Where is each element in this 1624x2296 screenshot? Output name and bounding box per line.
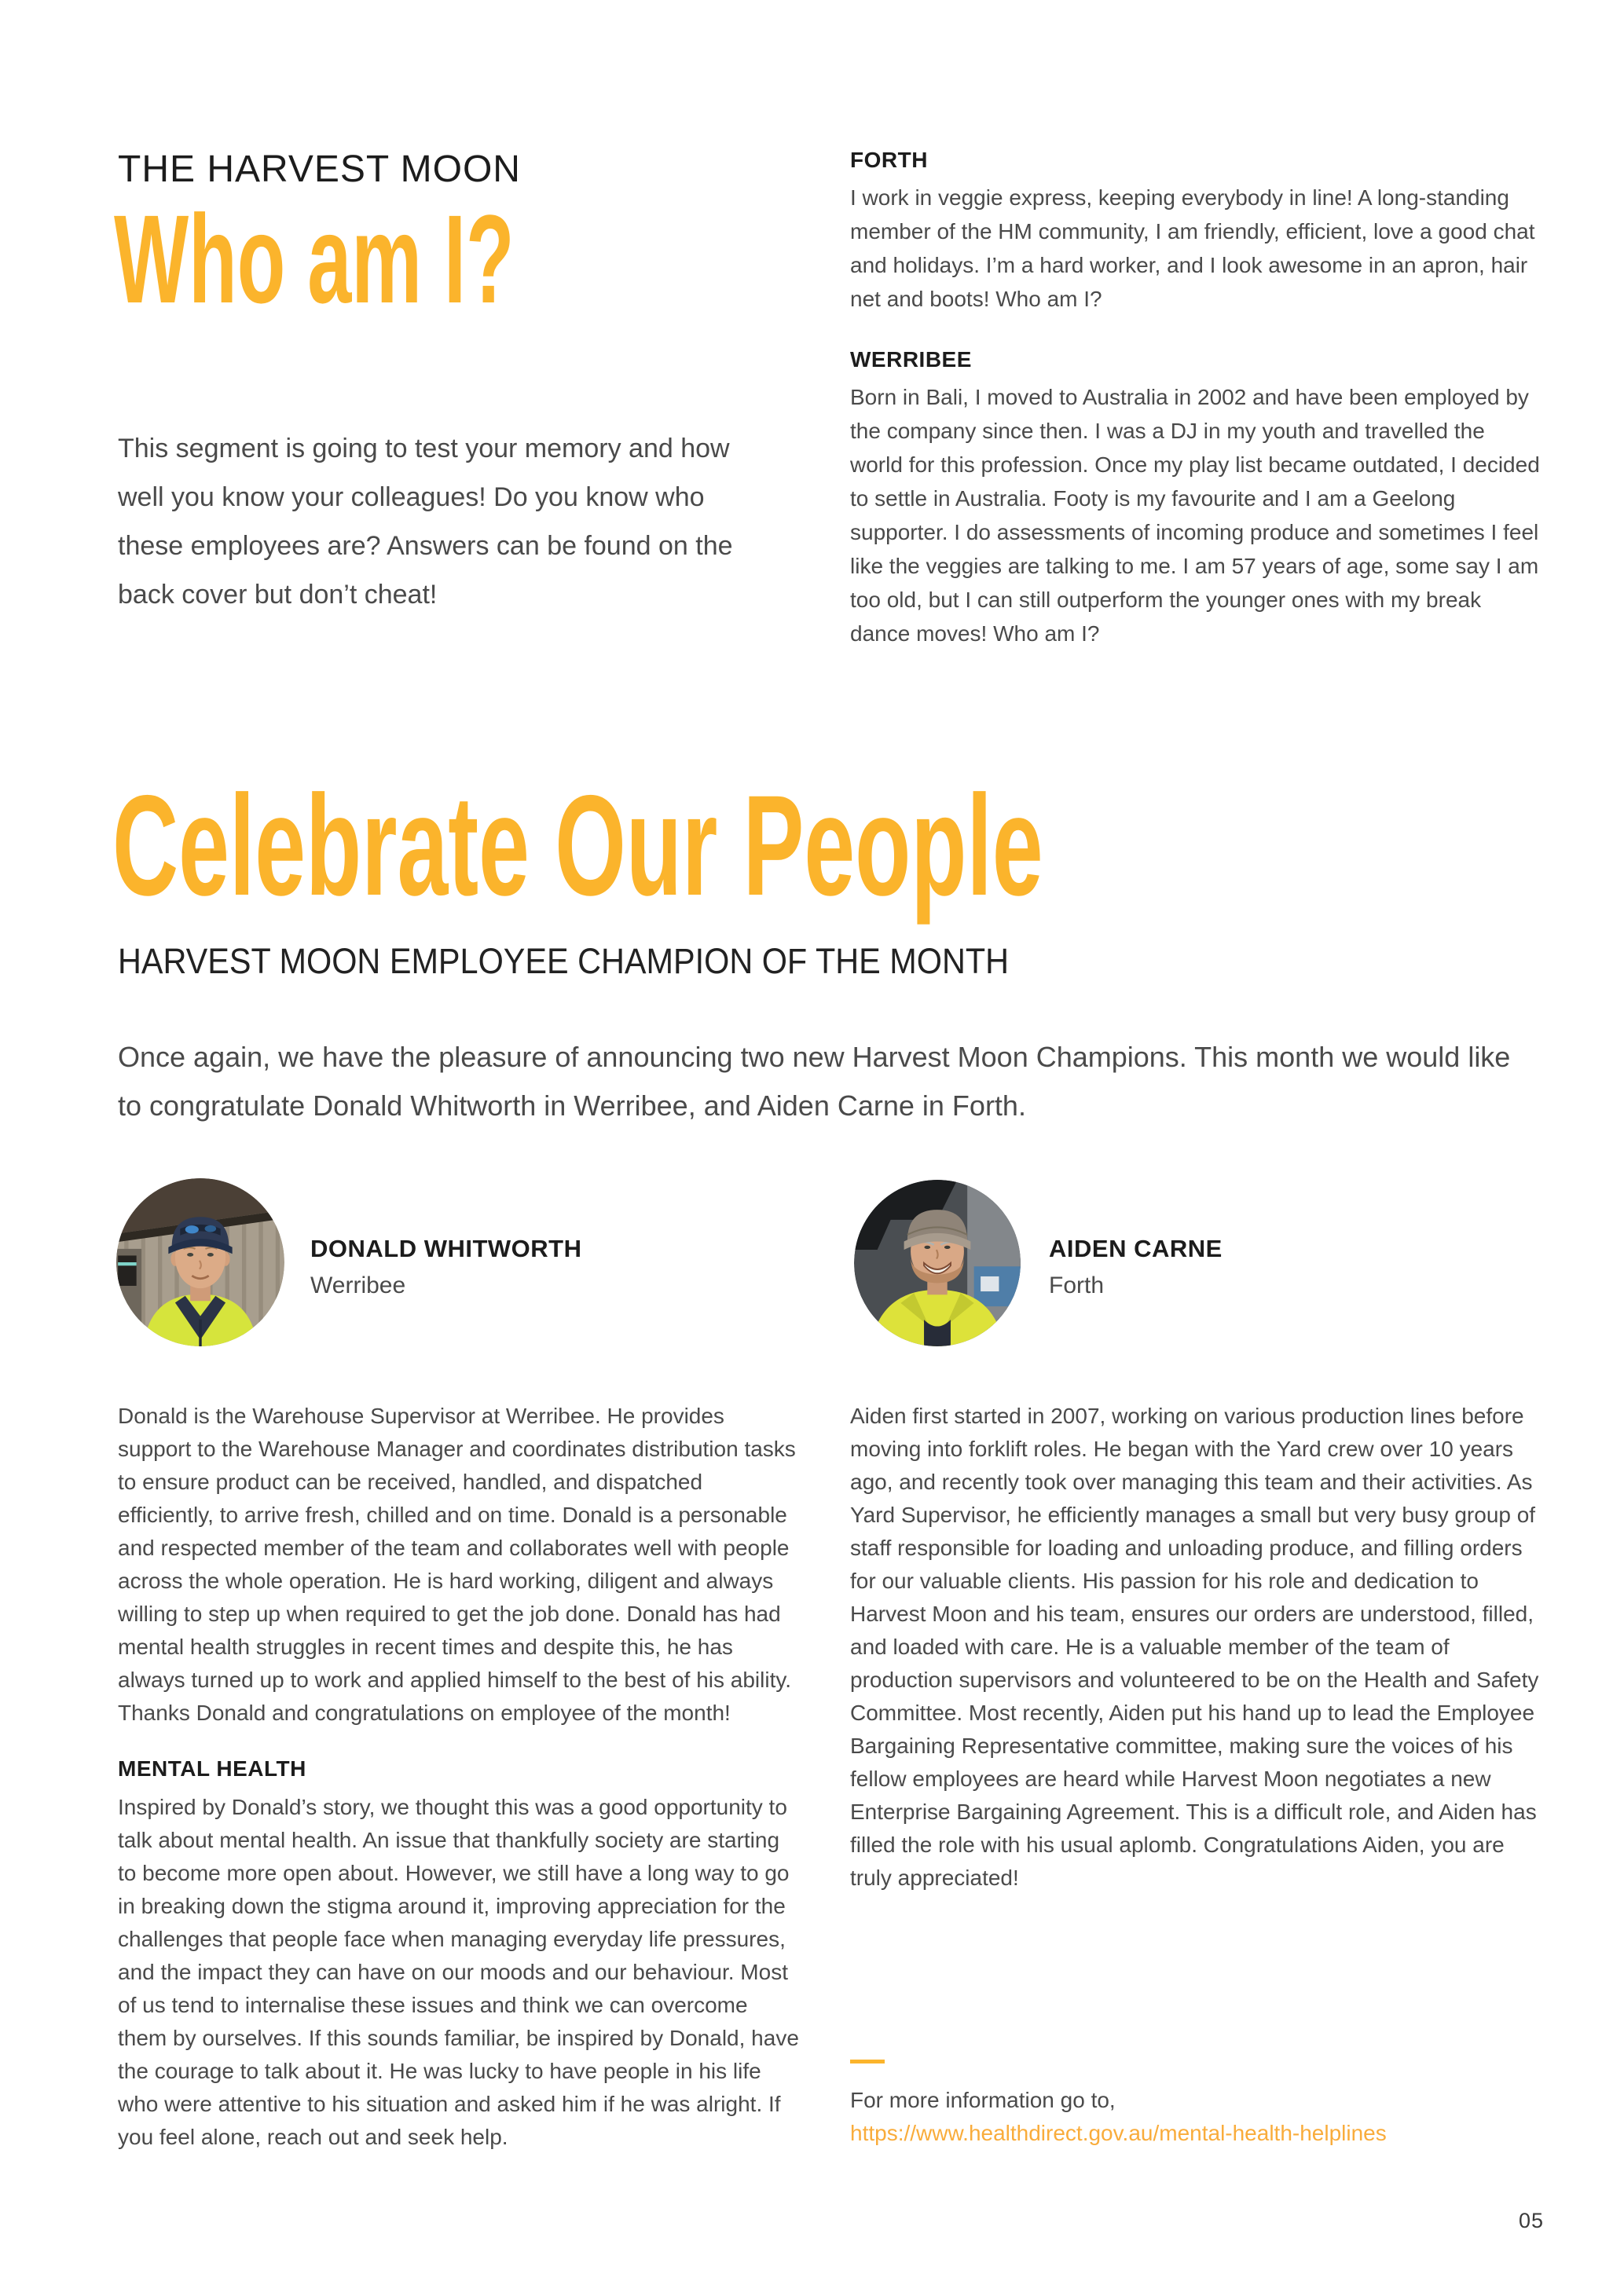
entry-body-forth: I work in veggie express, keeping everybody in line! A long-standing member of the HM community, I am friendly, efficient, love a good chat and holidays. I’m a hard worker, and I look awesome in an apron, hair net and boots! Who am I? bbox=[850, 185, 1535, 311]
champion-story-donald: Donald is the Warehouse Supervisor at Werribee. He provides support to the Warehouse Manager and coordinates distribution tasks to ensure product can be received, handled, and dispatched efficiently, to arrive fresh, chilled and on time. Donald is a personable and respected member of the team and collaborates well with people across the whole operation. He is hard working, diligent and always willing to step up when required to get the job done. Donald has had mental health struggles in recent times and despite this, he has always turned up to work and applied himself to the best of his ability. Thanks Donald and congratulations on employee of the month! bbox=[118, 1404, 796, 1725]
champion-location-aiden: Forth bbox=[1049, 1273, 1105, 1298]
champion-location-donald: Werribee bbox=[310, 1273, 406, 1298]
entry-body-werribee: Born in Bali, I moved to Australia in 2002 and have been employed by the company since then. I was a DJ in my youth and travelled the world for this profession. Once my play list became outdated, I decided to settle in Australia. Footy is my favourite and I am a Geelong supporter. I do assessments of incoming produce and sometimes I feel like the veggies are talking to me. I am 57 years of age, some say I am too old, but I can still outperform the younger ones with my break dance moves! Who am I? bbox=[850, 385, 1540, 646]
champion-name-donald: DONALD WHITWORTH bbox=[310, 1235, 582, 1262]
mental-health-heading: MENTAL HEALTH bbox=[118, 1756, 306, 1781]
champion-story-aiden: Aiden first started in 2007, working on various production lines before moving into forklift roles. He began with the Yard crew over 10 years ago, and recently took over managing this team and their activities. As Yard Supervisor, he efficiently manages a small but very busy group of staff responsible for loading and unloading produce, and filling orders for our valuable clients. His passion for his role and dedication to Harvest Moon and his team, ensures our orders are understood, filled, and loaded with care. He is a valuable member of the team of production supervisors and volunteered to be on the Health and Safety Committee. Most recently, Aiden put his hand up to lead the Employee Bargaining Representative committee, making sure the voices of his fellow employees are heard while Harvest Moon negotiates a new Enterprise Bargaining Agreement. This is a difficult role, and Aiden has filled the role with his usual aplomb. Congratulations Aiden, you are truly appreciated! bbox=[850, 1404, 1539, 1890]
celebrate-subtitle: HARVEST MOON EMPLOYEE CHAMPION OF THE MONTH bbox=[118, 941, 1010, 981]
aiden-portrait-photo bbox=[854, 1180, 1021, 1346]
who-am-i-title: Who am I? bbox=[114, 189, 515, 329]
donald-portrait-photo bbox=[116, 1178, 284, 1346]
celebrate-intro: Once again, we have the pleasure of announcing two new Harvest Moon Champions. This month we would like to congratulate Donald Whitworth in Werribee, and Aiden Carne in Forth. bbox=[118, 1041, 1511, 1122]
more-info-label: For more information go to, bbox=[850, 2088, 1116, 2112]
mental-health-helplines-link[interactable]: https://www.healthdirect.gov.au/mental-health-helplines bbox=[850, 2121, 1387, 2145]
mental-health-body: Inspired by Donald’s story, we thought this was a good opportunity to talk about mental health. An issue that thankfully society are starting to become more open about. However, we still have a long way to go in breaking down the stigma around it, improving appreciation for the challenges that people face when managing everyday life pressures, and the impact they can have on our moods and our behaviour. Most of us tend to internalise these issues and think we can overcome them by ourselves. If this sounds familiar, be inspired by Donald, have the courage to talk about it. He was lucky to have people in his life who were attentive to his situation and asked him if he was alright. If you feel alone, reach out and seek help. bbox=[118, 1795, 799, 2149]
who-am-i-intro: This segment is going to test your memory and how well you know your colleagues! Do you know who these employees are? Answers can be found on the back cover but don’t cheat! bbox=[118, 434, 733, 610]
entry-heading-werribee: WERRIBEE bbox=[850, 347, 972, 372]
celebrate-title: Celebrate Our People bbox=[112, 765, 1043, 925]
champion-name-aiden: AIDEN CARNE bbox=[1049, 1235, 1223, 1262]
accent-divider bbox=[850, 2060, 885, 2063]
entry-heading-forth: FORTH bbox=[850, 148, 928, 172]
section-kicker: THE HARVEST MOON bbox=[118, 148, 521, 190]
page-number: 05 bbox=[1519, 2209, 1545, 2232]
